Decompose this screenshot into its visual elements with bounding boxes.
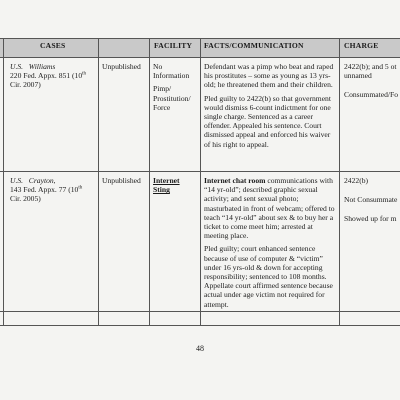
facts-cell	[204, 62, 336, 153]
page-number: 48	[196, 344, 204, 353]
charge-cell: 2422(b); and 5 ot unnamed Consummated/Fo	[344, 62, 399, 100]
header-facts: FACTS/COMMUNICATION	[204, 41, 304, 50]
case-citation-end: Cir. 2007)	[10, 80, 41, 90]
charge-cell: 2422(b) Not Consummate Showed up for m	[344, 176, 398, 224]
column-rule	[3, 38, 4, 326]
column-rule	[98, 38, 99, 326]
facility-cell: No Information Pimp/ Prostitution/ Force	[153, 62, 191, 112]
case-name: U.S. Crayton,	[10, 176, 56, 185]
facility-cell: Internet Sting	[153, 176, 180, 195]
publication-status: Unpublished	[102, 176, 141, 185]
case-citation: 143 Fed. Appx. 77 (10th	[10, 185, 83, 195]
publication-status: Unpublished	[102, 62, 141, 71]
header-facility: FACILITY	[154, 41, 193, 50]
facts-paragraph: Pled guilty to 2422(b) so that government would dismiss 6-count indictment for one single charge. Sentenced as a career offender. Appealed his sentence. Court dismissed appeal and enforced his waiver of his right to appeal.	[204, 93, 331, 149]
column-rule	[339, 38, 340, 326]
case-citation-end: Cir. 2005)	[10, 194, 41, 204]
header-charge: CHARGE	[344, 41, 379, 50]
column-rule	[149, 38, 150, 326]
facts-paragraph: Internet chat room communications with “14 yr-old”; described graphic sexual activity; and sent sexual photo; masturbated in front of webcam; offered to teach “14 yr-old” about sex & to buy her a ticket to come meet him; arrested at meeting place.	[204, 176, 335, 241]
facts-paragraph: Defendant was a pimp who beat and raped his prostitutes – some as young as 13 yrs-old; he threatened them and their children.	[204, 62, 334, 90]
case-cell	[10, 62, 96, 90]
case-citation: 220 Fed. Appx. 851 (10th	[10, 71, 87, 81]
facts-cell	[204, 176, 336, 313]
column-rule	[200, 38, 201, 326]
case-cell	[10, 176, 96, 204]
header-cases: CASES	[40, 41, 66, 50]
case-name: U.S. Williams	[10, 62, 56, 71]
facts-paragraph: Pled guilty; court enhanced sentence because of use of computer & “victim” under 16 yrs-old & down for accepting responsibility; sentenced to 108 months. Appellate court affirmed sentence because actual under age victim not required for attempt.	[204, 244, 333, 309]
